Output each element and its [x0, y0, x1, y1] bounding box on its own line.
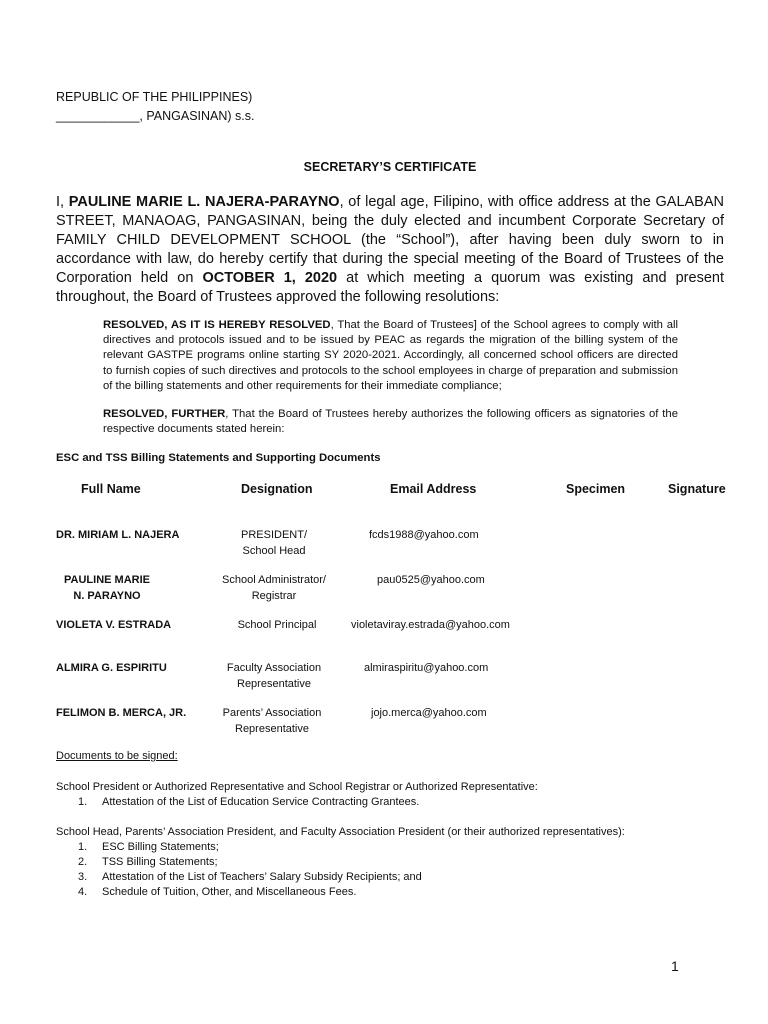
designation-line: PRESIDENT/	[240, 529, 307, 541]
name-line: PAULINE MARIE	[64, 574, 150, 586]
signatory-email: pau0525@yahoo.com	[377, 574, 485, 586]
signatory-email: violetaviray.estrada@yahoo.com	[351, 619, 510, 631]
signatory-designation	[207, 661, 341, 692]
intro-paragraph	[56, 193, 724, 307]
secretary-name: PAULINE MARIE L. NAJERA-PARAYNO	[68, 194, 340, 210]
header-signature: Signature	[668, 482, 726, 496]
page-number: 1	[671, 958, 679, 974]
designation-line: Representative	[237, 677, 311, 690]
header-email: Email Address	[390, 482, 477, 496]
documents-heading: Documents to be signed:	[56, 750, 178, 762]
list-item	[78, 885, 422, 900]
intro-text-2: , of legal age, Filipino, with office address at the GALABAN STREET, MANAOAG, PANGASINAN, being the duly elected and incumbent Corporate Secretary of FAMILY CHILD DEVELOPMENT SCHOOL (the “School”), after having been duly sworn to in accordance with law, do hereby certify that during the special meeting of the Board of Trustees of the Corporation held on	[56, 194, 724, 286]
designation-line: School Administrator/	[222, 574, 326, 586]
signatory-designation	[207, 528, 341, 559]
resolution-2	[103, 407, 678, 437]
signatory-name	[56, 573, 158, 604]
list-number: 4.	[78, 886, 88, 898]
signatory-name: VIOLETA V. ESTRADA	[56, 619, 172, 631]
signatory-name: FELIMON B. MERCA, JR.	[56, 707, 187, 719]
list-item	[78, 795, 419, 810]
resolution-lead: RESOLVED, FURTHER	[103, 408, 226, 420]
header-designation: Designation	[241, 482, 313, 496]
list-text: Attestation of the List of Education Service Contracting Grantees.	[102, 796, 420, 808]
designation-line: Faculty Association	[226, 662, 322, 674]
resolution-1	[103, 318, 678, 394]
documents-list-2	[78, 840, 422, 900]
list-number: 2.	[78, 856, 88, 868]
meeting-date: OCTOBER 1, 2020	[202, 270, 338, 286]
designation-line: Parents’ Association	[222, 707, 322, 719]
designation-line: Registrar	[251, 589, 297, 602]
list-item	[78, 855, 422, 870]
documents-group-1-intro: School President or Authorized Representative and School Registrar or Authorized Representative:	[56, 781, 538, 793]
list-text: TSS Billing Statements;	[102, 856, 218, 868]
signatory-designation	[207, 573, 341, 604]
name-line: N. PARAYNO	[73, 589, 141, 602]
documents-list-1	[78, 795, 419, 810]
signatory-name: DR. MIRIAM L. NAJERA	[56, 529, 180, 541]
documents-group-2-intro: School Head, Parents’ Association President, and Faculty Association President (or their authorized representatives):	[56, 826, 625, 838]
venue-line-province: ____________, PANGASINAN) s.s.	[56, 109, 255, 123]
list-item	[78, 840, 422, 855]
header-full-name: Full Name	[81, 482, 141, 496]
list-number: 1.	[78, 796, 88, 808]
intro-text-3: at which meeting a quorum was existing and present throughout, the Board of Trustees approved the following resolutions:	[56, 270, 724, 305]
signatory-designation: School Principal	[237, 619, 317, 631]
signatory-email: jojo.merca@yahoo.com	[371, 707, 487, 719]
signatory-email: fcds1988@yahoo.com	[369, 529, 479, 541]
list-number: 3.	[78, 871, 88, 883]
list-text: Schedule of Tuition, Other, and Miscellaneous Fees.	[102, 886, 357, 898]
list-number: 1.	[78, 841, 88, 853]
venue-header	[56, 88, 255, 126]
designation-line: School Head	[242, 544, 306, 557]
signatory-name: ALMIRA G. ESPIRITU	[56, 662, 167, 674]
list-text: ESC Billing Statements;	[102, 841, 219, 853]
intro-text-1: I,	[56, 194, 69, 210]
resolution-text: , That the Board of Trustees] of the School agrees to comply with all directives and protocols issued and to be issued by PEAC as regards the migration of the billing system of the relevant GASTPE programs online starting SY 2020-2021. Accordingly, all concerned school officers are directed to furnish copies of such directives and protocols to the school employees in charge of preparation and submission of the billing statements and other requirements for their immediate compliance;	[103, 319, 678, 392]
certificate-title: SECRETARY’S CERTIFICATE	[303, 160, 477, 174]
designation-line: Representative	[235, 722, 309, 735]
signatory-designation	[202, 706, 342, 737]
resolution-text: , That the Board of Trustees hereby authorizes the following officers as signatories of the respective documents stated herein:	[103, 408, 678, 436]
header-specimen: Specimen	[566, 482, 626, 496]
list-text: Attestation of the List of Teachers’ Salary Subsidy Recipients; and	[102, 871, 422, 883]
section-title: ESC and TSS Billing Statements and Supporting Documents	[56, 452, 381, 464]
venue-line-republic: REPUBLIC OF THE PHILIPPINES)	[56, 90, 253, 104]
resolution-lead: RESOLVED, AS IT IS HEREBY RESOLVED	[103, 319, 331, 331]
list-item	[78, 870, 422, 885]
signatory-email: almiraspiritu@yahoo.com	[364, 662, 489, 674]
